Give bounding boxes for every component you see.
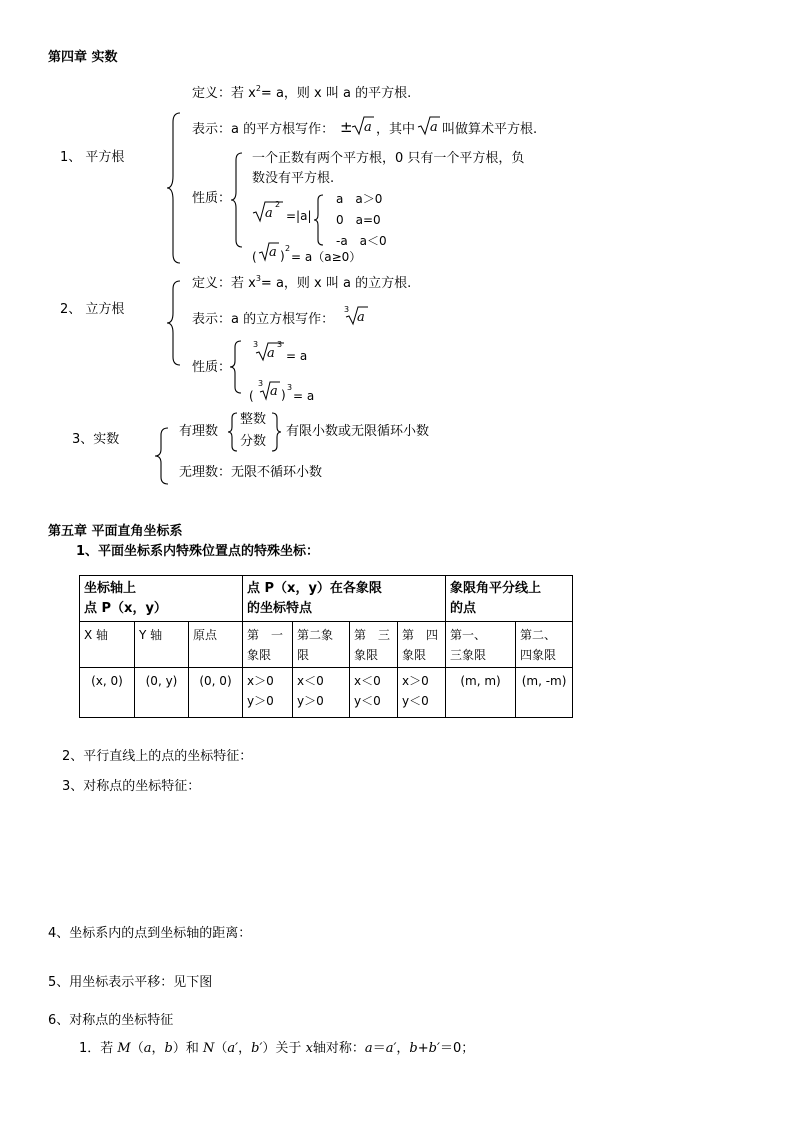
quadrant1-sign: x＞0 y＞0: [243, 668, 293, 718]
sqrt-squared-exponent: 2: [285, 244, 291, 253]
cbrt-prop1-radicand: a: [267, 346, 275, 361]
section2-label: 2、 立方根: [60, 302, 125, 317]
coord-item4: 4、坐标系内的点到坐标轴的距离：: [48, 926, 252, 941]
coord-item5: 5、用坐标表示平移：见下图: [48, 975, 213, 990]
plus-minus-sign: ±: [340, 118, 353, 136]
symmetry-x-axis-rule: 1．若 M（a，b）和 N（a′，b′）关于 x轴对称：a＝a′，b+b′＝0；: [79, 1041, 475, 1056]
table-row: [80, 668, 573, 718]
chapter4-title: 第四章 实数: [48, 50, 118, 65]
axis-header-cell: 坐标轴上 点 P（x，y）: [80, 576, 243, 622]
y-axis-coord: (0, y): [135, 668, 189, 718]
quadrant3-sign: x＜0 y＜0: [350, 668, 398, 718]
sqrt-a-squared-exponent: 2: [275, 200, 281, 209]
cbrt-prop2-equality: = a: [293, 389, 315, 403]
cbrt-prop2-close-paren: ): [281, 388, 286, 402]
section3-brace: [156, 427, 170, 485]
cbrt-prop2-open-paren: (: [249, 389, 254, 403]
quadrant2-header: 第二象 限: [293, 622, 350, 668]
sqrt-squared-equality: = a（a≥0）: [291, 250, 362, 264]
sqrt-property-1a: 一个正数有两个平方根，0 只有一个平方根，负: [252, 151, 525, 166]
fractions-label: 分数: [240, 434, 267, 449]
cbrt-properties-label: 性质：: [192, 360, 232, 375]
quadrant4-sign: x＞0 y＜0: [398, 668, 446, 718]
rational-left-brace: [228, 412, 238, 452]
rational-description: 有限小数或无限循环小数: [286, 424, 430, 439]
cbrt-prop2-index: 3: [258, 379, 264, 388]
quadrant2-sign: x＜0 y＞0: [293, 668, 350, 718]
bisector24-header: 第二、 四象限: [516, 622, 573, 668]
sqrt-squared-close-paren: ): [280, 249, 285, 263]
quadrant3-header: 第 三 象限: [350, 622, 398, 668]
sqrt-properties-label: 性质：: [192, 191, 232, 206]
abs-case-zero: 0 a=0: [336, 213, 381, 227]
sqrt-representation: 表示：a 的平方根写作：: [192, 122, 335, 137]
quadrant-header-cell: 点 P（x，y）在各象限 的坐标特点: [243, 576, 446, 622]
bisector24-coord: (m, -m): [516, 668, 573, 718]
coord-item1: 1、平面坐标系内特殊位置点的特殊坐标：: [76, 544, 320, 559]
abs-case-positive: a a＞0: [336, 192, 383, 206]
cbrt-radicand: a: [357, 310, 365, 325]
quadrant1-header: 第 一 象限: [243, 622, 293, 668]
sqrt-properties-brace: [232, 152, 244, 248]
cbrt-prop1-equality: = a: [286, 349, 308, 363]
cbrt-prop2-exponent: 3: [287, 383, 293, 392]
abs-cases-brace: [314, 194, 324, 246]
origin-coord: (0, 0): [189, 668, 243, 718]
arithmetic-sqrt-radicand: a: [430, 120, 438, 135]
chapter5-title: 第五章 平面直角坐标系: [48, 524, 183, 539]
table-subheader-row: [80, 622, 573, 668]
integers-label: 整数: [240, 412, 267, 427]
section3-label: 3、实数: [72, 432, 120, 447]
section1-brace: [168, 112, 182, 264]
sqrt-definition: 定义：若 $x^2= a$，则 x 叫 a 的平方根.: [192, 84, 412, 101]
bisector-header-cell: 象限角平分线上 的点: [446, 576, 573, 622]
cbrt-prop1-exponent: 3: [277, 340, 283, 349]
cbrt-prop2-radicand: a: [270, 384, 278, 399]
x-axis-coord: (x, 0): [80, 668, 135, 718]
sqrt-squared-radicand: a: [269, 245, 277, 260]
sqrt-a-squared-radicand: a: [265, 206, 273, 221]
cbrt-representation: 表示：a 的立方根写作：: [192, 312, 335, 327]
sqrt-squared-open-paren: (: [252, 250, 257, 264]
cbrt-index: 3: [344, 305, 350, 314]
sqrt-property-1b: 数没有平方根.: [252, 171, 335, 186]
section2-brace: [168, 280, 182, 366]
rational-right-brace: [271, 412, 281, 452]
irrational-definition: 无理数：无限不循环小数: [179, 465, 323, 480]
bisector13-header: 第一、 三象限: [446, 622, 516, 668]
cbrt-prop1-index: 3: [253, 340, 259, 349]
rational-label: 有理数: [179, 424, 219, 439]
sqrt-radicand: a: [364, 120, 372, 135]
y-axis-header: Y 轴: [135, 622, 189, 668]
cbrt-definition: 定义：若 $x^3= a$，则 x 叫 a 的立方根.: [192, 274, 412, 291]
sqrt-representation-mid: ，其中: [376, 122, 416, 137]
x-axis-header: X 轴: [80, 622, 135, 668]
coord-item3: 3、对称点的坐标特征：: [62, 779, 201, 794]
special-coordinates-table: [79, 575, 573, 718]
coord-item6: 6、对称点的坐标特征: [48, 1013, 174, 1028]
quadrant4-header: 第 四 象限: [398, 622, 446, 668]
origin-header: 原点: [189, 622, 243, 668]
sqrt-representation-end: 叫做算术平方根.: [442, 122, 538, 137]
section1-label: 1、 平方根: [60, 150, 125, 165]
abs-case-negative: -a a＜0: [336, 234, 387, 248]
cbrt-properties-brace: [231, 340, 243, 394]
bisector13-coord: (m, m): [446, 668, 516, 718]
table-header-row: [80, 576, 573, 622]
sqrt-abs-equality: =|a|: [286, 209, 312, 223]
coord-item2: 2、平行直线上的点的坐标特征：: [62, 749, 253, 764]
